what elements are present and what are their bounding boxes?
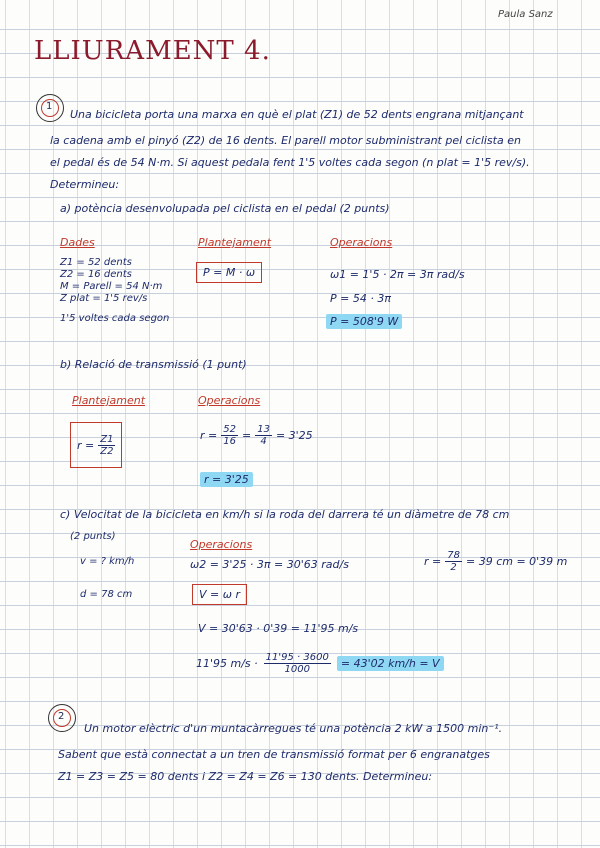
p1b-f1-num: 52: [223, 424, 236, 435]
p1a-dada-5: 1'5 voltes cada segon: [60, 313, 170, 324]
p1c-operacions-title: Operacions: [190, 538, 253, 551]
p1b-f2-den: 4: [260, 436, 267, 447]
p1c-operacio-1: ω2 = 3'25 · 3π = 30'63 rad/s: [190, 558, 349, 571]
p1c-boxed-formula: V = ω r: [192, 584, 247, 605]
p1a-dades-title: Dades: [60, 236, 95, 249]
p1a-dada-4: Z plat = 1'5 rev/s: [60, 293, 148, 304]
p1c-given-1: v = ? km/h: [80, 556, 135, 567]
p1a-plantejament-formula: P = M · ω: [196, 262, 262, 283]
p1b-oper-rhs: = 3'25: [275, 429, 313, 442]
p1c-conv-num: 11'95 · 3600: [265, 652, 329, 663]
p1c-radius-fraction: [445, 550, 462, 573]
problem-2-number: 2: [58, 711, 65, 722]
p1b-equals: =: [241, 429, 252, 442]
p1b-plant-den: Z2: [100, 445, 114, 457]
p1b-result: r = 3'25: [200, 472, 253, 487]
p1c-heading: c) Velocitat de la bicicleta en km/h si la roda del darrera té un diàmetre de 78 cm: [60, 508, 510, 521]
p1a-dada-2: Z2 = 16 dents: [60, 269, 132, 280]
p1a-result: P = 508'9 W: [326, 314, 402, 329]
p1c-radius-lhs: r =: [424, 555, 442, 568]
p1a-dada-3: M = Parell = 54 N·m: [60, 281, 163, 292]
p1c-radius-den: 2: [450, 562, 457, 573]
p1b-fraction-1: [221, 424, 238, 447]
p1c-conv-lhs: 11'95 m/s ·: [196, 657, 258, 670]
p1a-operacio-2: P = 54 · 3π: [330, 292, 391, 305]
p1c-radius-num: 78: [447, 550, 460, 561]
p2-statement-line-3: Z1 = Z3 = Z5 = 80 dents i Z2 = Z4 = Z6 = 130 dents. Determineu:: [58, 770, 433, 783]
p1b-operacio: [200, 424, 313, 447]
page-title: LLIURAMENT 4.: [34, 36, 271, 66]
p1-statement-line-3: el pedal és de 54 N·m. Si aquest pedala fent 1'5 voltes cada segon (n plat = 1'5 rev/s).: [50, 156, 530, 169]
p1b-plant-fraction: [98, 434, 115, 457]
p1c-conv-den: 1000: [284, 664, 310, 675]
p1b-heading: b) Relació de transmissió (1 punt): [60, 358, 247, 371]
p2-statement-line-1: Un motor elèctric d'un muntacàrregues té una potència 2 kW a 1500 min⁻¹.: [84, 722, 503, 735]
p1b-oper-lhs: r =: [200, 429, 218, 442]
p1c-operacio-2: V = 30'63 · 0'39 = 11'95 m/s: [198, 622, 359, 635]
p1b-plant-lhs: r =: [77, 438, 95, 452]
problem-1-number: 1: [46, 101, 53, 112]
p1c-conv-fraction: [264, 652, 331, 675]
p1b-fraction-2: [255, 424, 272, 447]
p1c-radius: [424, 550, 567, 573]
p1b-f1-den: 16: [223, 436, 236, 447]
p1c-given-2: d = 78 cm: [80, 589, 133, 600]
p1a-dada-1: Z1 = 52 dents: [60, 257, 132, 268]
p1b-plantejament-title: Plantejament: [72, 394, 146, 407]
p1c-conversion: [196, 652, 444, 675]
p1c-radius-rhs: = 39 cm = 0'39 m: [465, 555, 568, 568]
p1c-result: = 43'02 km/h = V: [337, 656, 444, 671]
p1a-plantejament-title: Plantejament: [198, 236, 272, 249]
p1b-plantejament-box: [70, 422, 122, 468]
author-name: Paula Sanz: [498, 9, 553, 20]
p1-statement-line-4: Determineu:: [50, 178, 120, 191]
p1c-points: (2 punts): [70, 531, 116, 542]
p1a-operacio-1: ω1 = 1'5 · 2π = 3π rad/s: [330, 268, 465, 281]
p1b-plant-num: Z1: [100, 433, 114, 445]
p1-statement-line-1: Una bicicleta porta una marxa en què el plat (Z1) de 52 dents engrana mitjançant: [70, 108, 524, 121]
p1-statement-line-2: la cadena amb el pinyó (Z2) de 16 dents. El parell motor subministrant pel ciclista en: [50, 134, 521, 147]
p1b-f2-num: 13: [257, 424, 270, 435]
p1a-operacions-title: Operacions: [330, 236, 393, 249]
p1a-heading: a) potència desenvolupada pel ciclista en el pedal (2 punts): [60, 202, 390, 215]
p1b-operacions-title: Operacions: [198, 394, 261, 407]
p2-statement-line-2: Sabent que està connectat a un tren de transmissió format per 6 engranatges: [58, 748, 490, 761]
